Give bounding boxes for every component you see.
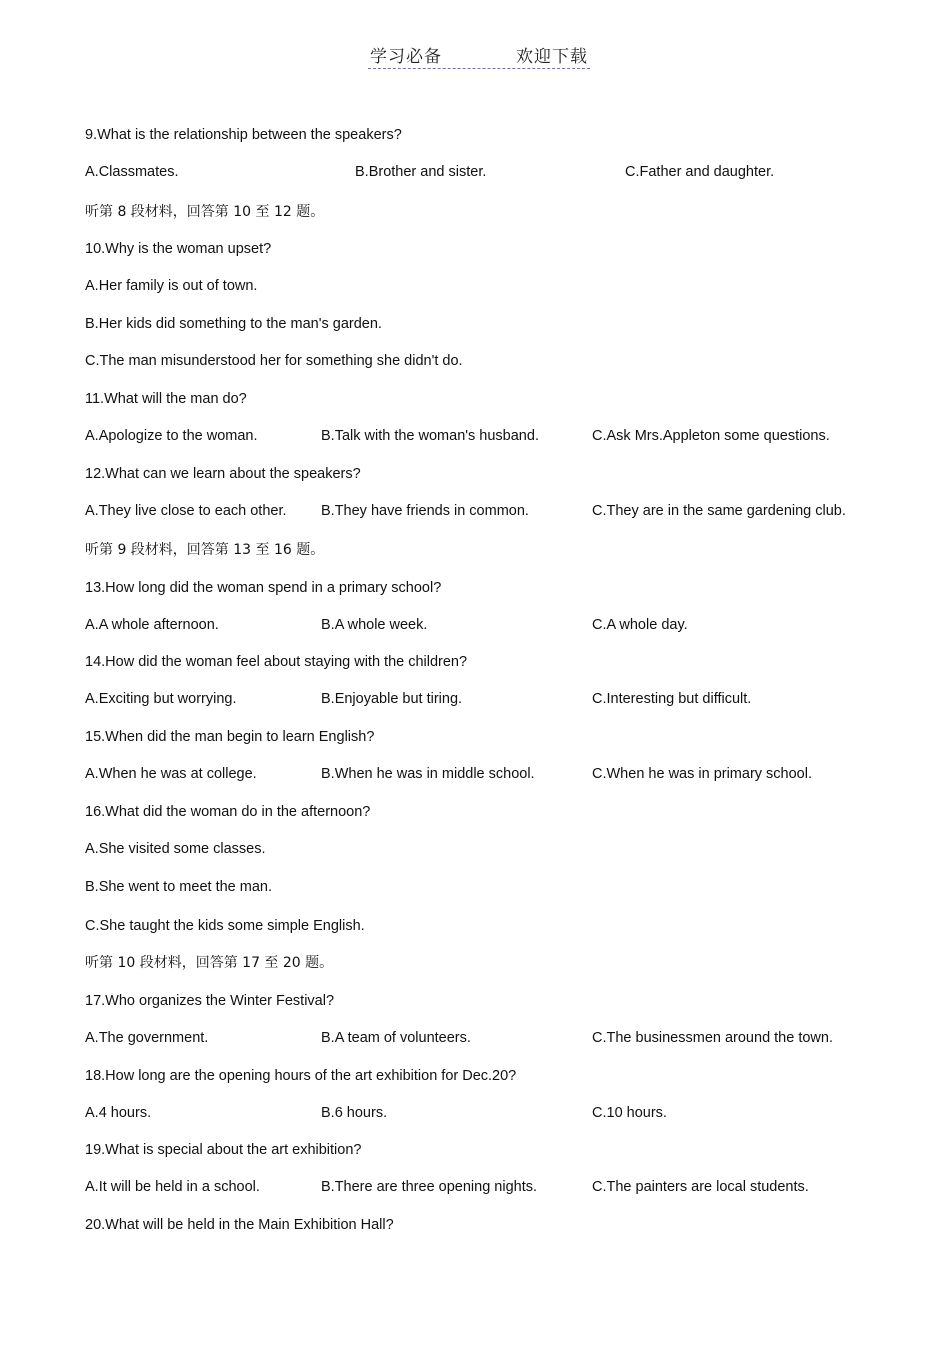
question-18: 18.How long are the opening hours of the art exhibition for Dec.20? (85, 1068, 517, 1084)
q12-option-a: A.They live close to each other. (85, 503, 287, 519)
q10-option-b: B.Her kids did something to the man's garden. (85, 316, 382, 332)
q14-option-c: C.Interesting but difficult. (592, 691, 752, 707)
q19-option-a: A.It will be held in a school. (85, 1179, 260, 1195)
q10-option-c: C.The man misunderstood her for something she didn't do. (85, 353, 463, 369)
q19-option-b: B.There are three opening nights. (321, 1179, 538, 1195)
q14-option-b: B.Enjoyable but tiring. (321, 691, 463, 707)
q14-option-a: A.Exciting but worrying. (85, 691, 237, 707)
q17-option-b: B.A team of volunteers. (321, 1030, 471, 1046)
question-20: 20.What will be held in the Main Exhibition Hall? (85, 1217, 394, 1233)
q13-option-b: B.A whole week. (321, 617, 428, 633)
question-10: 10.Why is the woman upset? (85, 241, 272, 257)
q17-option-a: A.The government. (85, 1030, 209, 1046)
q13-option-a: A.A whole afternoon. (85, 617, 219, 633)
section-8-instruction: 听第 8 段材料，回答第 10 至 12 题。 (85, 204, 325, 220)
question-19: 19.What is special about the art exhibition? (85, 1142, 362, 1158)
q18-option-a: A.4 hours. (85, 1105, 152, 1121)
q13-option-c: C.A whole day. (592, 617, 688, 633)
q10-option-a: A.Her family is out of town. (85, 278, 258, 294)
question-11: 11.What will the man do? (85, 391, 247, 407)
section-9-instruction: 听第 9 段材料，回答第 13 至 16 题。 (85, 542, 325, 558)
question-14: 14.How did the woman feel about staying with the children? (85, 654, 468, 670)
q9-option-b: B.Brother and sister. (355, 164, 487, 180)
q15-option-c: C.When he was in primary school. (592, 766, 812, 782)
question-12: 12.What can we learn about the speakers? (85, 466, 361, 482)
q18-option-c: C.10 hours. (592, 1105, 667, 1121)
question-17: 17.Who organizes the Winter Festival? (85, 993, 335, 1009)
page-header (368, 40, 590, 69)
question-13: 13.How long did the woman spend in a primary school? (85, 580, 442, 596)
section-10-instruction: 听第 10 段材料，回答第 17 至 20 题。 (85, 955, 334, 971)
header-right-text: 欢迎下载 (516, 47, 588, 67)
q18-option-b: B.6 hours. (321, 1105, 388, 1121)
question-9: 9.What is the relationship between the speakers? (85, 127, 402, 143)
q16-option-b: B.She went to meet the man. (85, 879, 272, 895)
q16-option-c: C.She taught the kids some simple English. (85, 918, 365, 934)
q15-option-a: A.When he was at college. (85, 766, 257, 782)
q9-option-c: C.Father and daughter. (625, 164, 775, 180)
q9-option-a: A.Classmates. (85, 164, 179, 180)
q11-option-c: C.Ask Mrs.Appleton some questions. (592, 428, 830, 444)
question-16: 16.What did the woman do in the afternoon? (85, 804, 371, 820)
question-15: 15.When did the man begin to learn English? (85, 729, 375, 745)
q15-option-b: B.When he was in middle school. (321, 766, 535, 782)
q12-option-c: C.They are in the same gardening club. (592, 503, 846, 519)
q11-option-b: B.Talk with the woman's husband. (321, 428, 539, 444)
q12-option-b: B.They have friends in common. (321, 503, 529, 519)
q16-option-a: A.She visited some classes. (85, 841, 266, 857)
header-left-text: 学习必备 (370, 47, 442, 67)
q17-option-c: C.The businessmen around the town. (592, 1030, 833, 1046)
q19-option-c: C.The painters are local students. (592, 1179, 809, 1195)
q11-option-a: A.Apologize to the woman. (85, 428, 258, 444)
